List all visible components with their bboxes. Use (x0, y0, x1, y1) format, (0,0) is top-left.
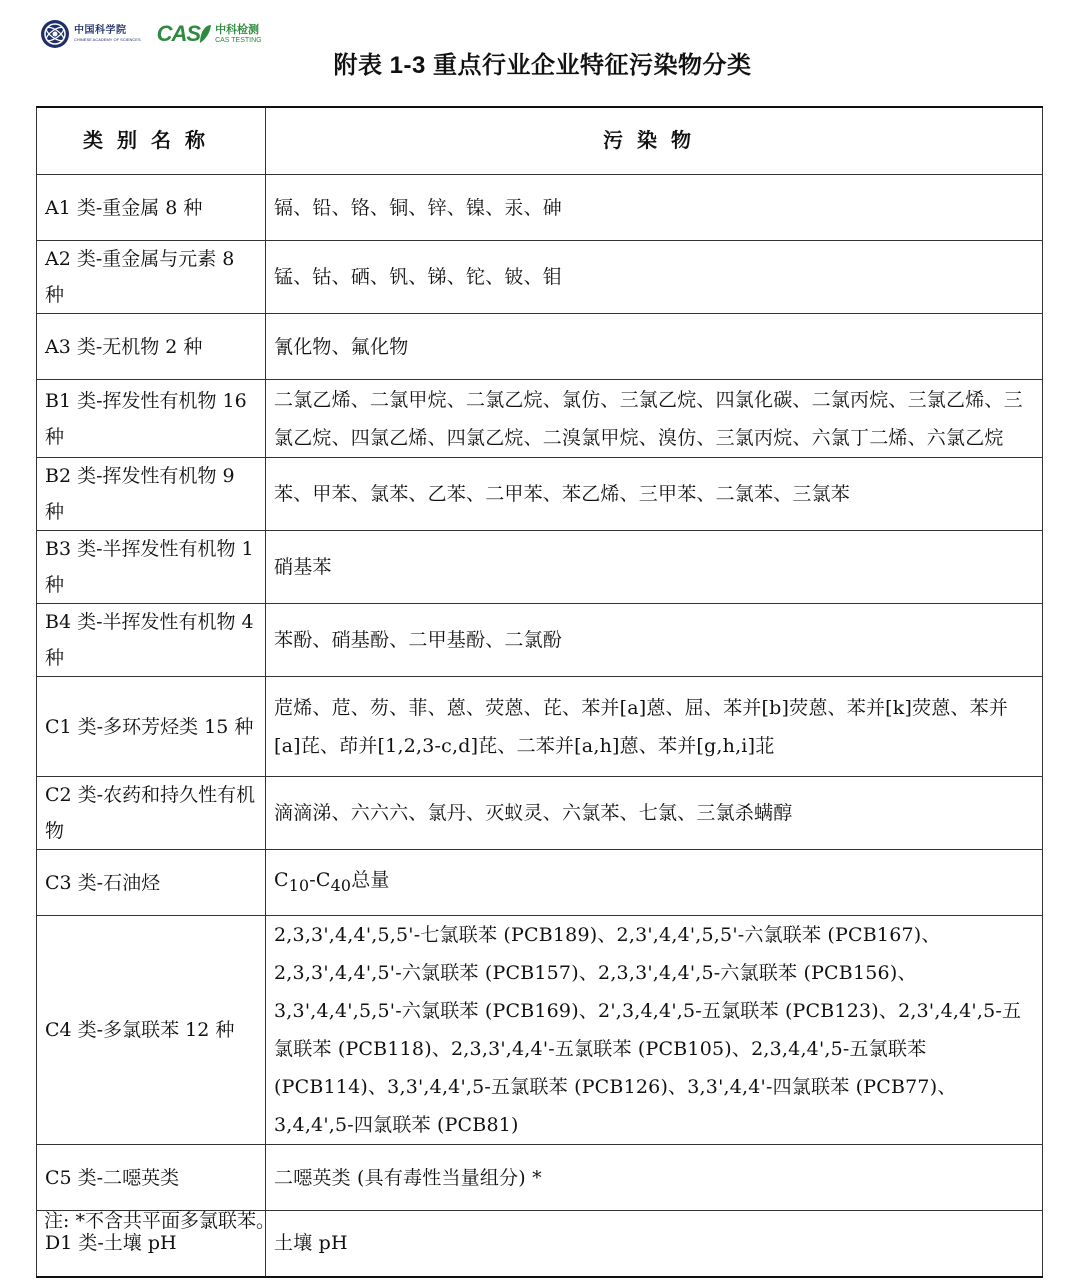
pollutants-cell: 苯、甲苯、氯苯、乙苯、二甲苯、苯乙烯、三甲苯、二氯苯、三氯苯 (266, 458, 1043, 531)
category-cell: B1 类-挥发性有机物 16 种 (37, 380, 266, 458)
pollutants-cell: 锰、钴、硒、钒、锑、铊、铍、钼 (266, 241, 1043, 314)
pollutants-cell: 二氯乙烯、二氯甲烷、二氯乙烷、氯仿、三氯乙烷、四氯化碳、二氯丙烷、三氯乙烯、三氯乙烷、四氯乙烯、四氯乙烷、二溴氯甲烷、溴仿、三氯丙烷、六氯丁二烯、六氯乙烷 (266, 380, 1043, 458)
table-row (37, 531, 1043, 604)
pollutants-cell: 苊烯、苊、芴、菲、蒽、荧蒽、芘、苯并[a]蒽、屈、苯并[b]荧蒽、苯并[k]荧蒽、苯并[a]芘、茚并[1,2,3-c,d]芘、二苯并[a,h]蒽、苯并[g,h,i]苝 (266, 677, 1043, 777)
category-cell: C4 类-多氯联苯 12 种 (37, 916, 266, 1145)
table-row (37, 175, 1043, 241)
subscript-10: 10 (288, 875, 310, 895)
pollutant-tail: 总量 (351, 868, 390, 891)
pollutant-classification-table (36, 106, 1043, 1278)
category-cell: B2 类-挥发性有机物 9 种 (37, 458, 266, 531)
category-cell: C5 类-二噁英类 (37, 1145, 266, 1211)
pollutants-cell: 氰化物、氟化物 (266, 314, 1043, 380)
pollutant-dash-c: -C (309, 868, 331, 891)
academy-name-cn: 中国科学院 (74, 25, 127, 36)
pollutants-cell: 土壤 pH (266, 1211, 1043, 1277)
subscript-40: 40 (330, 875, 352, 895)
category-cell: B4 类-半挥发性有机物 4 种 (37, 604, 266, 677)
table-row (37, 1145, 1043, 1211)
leaf-icon (198, 23, 212, 45)
category-cell: C1 类-多环芳烃类 15 种 (37, 677, 266, 777)
header-pollutants: 污染物 (266, 107, 1043, 175)
category-cell: C2 类-农药和持久性有机物 (37, 777, 266, 850)
cas-testing-logo (157, 21, 262, 47)
table-row (37, 916, 1043, 1145)
table-row (37, 850, 1043, 916)
header-category: 类别名称 (37, 107, 266, 175)
table-row (37, 677, 1043, 777)
academy-name-en: CHINESE ACADEMY OF SCIENCES (74, 37, 141, 42)
table-header-row (37, 107, 1043, 175)
pollutants-cell: 苯酚、硝基酚、二甲基酚、二氯酚 (266, 604, 1043, 677)
pollutants-cell (266, 850, 1043, 916)
pollutants-cell: 2,3,3',4,4',5,5'-七氯联苯 (PCB189)、2,3',4,4',5,5'-六氯联苯 (PCB167)、2,3,3',4,4',5'-六氯联苯 (PCB157)、2,3,3',4,4',5-六氯联苯 (PCB156)、3,3',4,4',5,5'-六氯联苯 (PCB169)、2',3,4,4',5-五氯联苯 (PCB123)、2,3',4,4',5-五氯联苯 (PCB118)、2,3,3',4,4'-五氯联苯 (PCB105)、2,3,4,4',5-五氯联苯 (PCB114)、3,3',4,4',5-五氯联苯 (PCB126)、3,3',4,4'-四氯联苯 (PCB77)、3,4,4',5-四氯联苯 (PCB81) (266, 916, 1043, 1145)
cas-testing-mark: CAS (156, 21, 201, 46)
category-cell: D1 类-土壤 pH (37, 1211, 266, 1277)
table-row (37, 314, 1043, 380)
table-row (37, 604, 1043, 677)
category-cell: A2 类-重金属与元素 8 种 (37, 241, 266, 314)
table-row (37, 380, 1043, 458)
footnote: 注: *不含共平面多氯联苯。 (44, 1210, 275, 1232)
testing-name-en: CAS TESTING (215, 36, 262, 44)
pollutants-cell: 镉、铅、铬、铜、锌、镍、汞、砷 (266, 175, 1043, 241)
category-cell: A1 类-重金属 8 种 (37, 175, 266, 241)
pollutant-c: C (274, 868, 289, 891)
table-row (37, 777, 1043, 850)
pollutants-cell: 二噁英类 (具有毒性当量组分) * (266, 1145, 1043, 1211)
page-title: 附表 1-3 重点行业企业特征污染物分类 (333, 52, 752, 79)
pollutants-cell: 硝基苯 (266, 531, 1043, 604)
table-row (37, 458, 1043, 531)
table-row (37, 241, 1043, 314)
pollutants-cell: 滴滴涕、六六六、氯丹、灭蚁灵、六氯苯、七氯、三氯杀螨醇 (266, 777, 1043, 850)
testing-name-cn: 中科检测 (215, 23, 260, 36)
category-cell: A3 类-无机物 2 种 (37, 314, 266, 380)
category-cell: B3 类-半挥发性有机物 1 种 (37, 531, 266, 604)
category-cell: C3 类-石油烃 (37, 850, 266, 916)
